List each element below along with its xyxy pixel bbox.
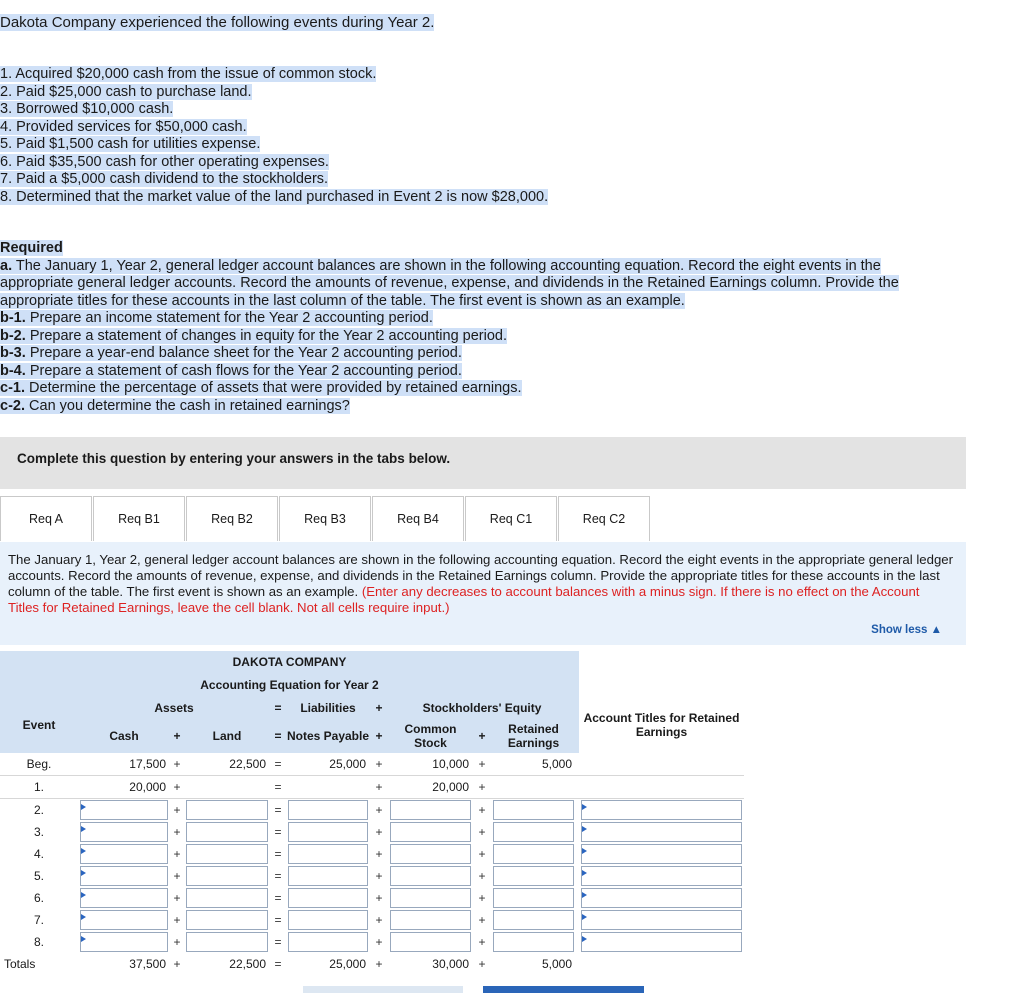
- event-item: 8. Determined that the market value of the land purchased in Event 2 is now $28,000.: [0, 188, 549, 205]
- account-title-input[interactable]: [581, 822, 742, 842]
- cash-input[interactable]: [80, 800, 168, 820]
- table-row: 2. + = + +: [0, 799, 744, 822]
- tab-req-c1[interactable]: Req C1: [465, 496, 557, 541]
- totals-row: Totals 37,500 + 22,500 = 25,000 + 30,000 + 5,000: [4, 957, 572, 971]
- required-item: b-4. Prepare a statement of cash flows for the Year 2 accounting period.: [0, 362, 462, 379]
- land-input[interactable]: [186, 800, 268, 820]
- table-row: 6. + = + +: [0, 887, 744, 909]
- common-stock-input[interactable]: [390, 888, 471, 908]
- retained-earnings-input[interactable]: [493, 800, 574, 820]
- retained-earnings-input[interactable]: [493, 910, 574, 930]
- retained-earnings-input[interactable]: [493, 866, 574, 886]
- account-title-input[interactable]: [581, 866, 742, 886]
- tab-bar: [0, 496, 651, 542]
- required-item: b-2. Prepare a statement of changes in equity for the Year 2 accounting period.: [0, 327, 508, 344]
- cash-header: Cash: [78, 719, 170, 753]
- table-row: 7. + = + +: [0, 909, 744, 931]
- cash-input[interactable]: [80, 822, 168, 842]
- account-title-input[interactable]: [581, 932, 742, 952]
- equity-header: Stockholders' Equity: [388, 697, 576, 719]
- event-item: 6. Paid $35,500 cash for other operating expenses.: [0, 153, 329, 170]
- event-header: Event: [0, 697, 78, 753]
- notes-payable-header: Notes Payable: [286, 719, 370, 753]
- tab-req-a[interactable]: Req A: [0, 496, 92, 541]
- common-stock-input[interactable]: [390, 866, 471, 886]
- required-section: Required a. The January 1, Year 2, general ledger account balances are shown in the following accounting equation. Record the eight events in the appropriate general ledger accounts. Record the amounts of revenue, expense, and dividends in the Retained Earnings column. Provide the appropriate titles for these accounts in the last column of the table. The first event is shown as an example. b-1. Prepare an income statement for the Year 2 accounting period. b-2. Prepare a statement of changes in equity for the Year 2 accounting period. b-3. Prepare a year-end balance sheet for the Year 2 accounting period. b-4. Prepare a statement of cash flows for the Year 2 accounting period. c-1. Determine the percentage of assets that were provided by retained earnings. c-2. Can you determine the cash in retained earnings?: [0, 240, 910, 415]
- event-item: 7. Paid a $5,000 cash dividend to the stockholders.: [0, 171, 329, 187]
- retained-earnings-input[interactable]: [493, 888, 574, 908]
- tab-req-b4[interactable]: Req B4: [372, 496, 464, 541]
- retained-earnings-input[interactable]: [493, 822, 574, 842]
- common-stock-header: Common Stock: [388, 719, 473, 753]
- land-header: Land: [184, 719, 270, 753]
- event-list: [0, 66, 548, 206]
- notes-payable-input[interactable]: [288, 800, 368, 820]
- table-row: 5. + = + +: [0, 865, 744, 887]
- common-stock-input[interactable]: [390, 910, 471, 930]
- required-item: b-3. Prepare a year-end balance sheet for the Year 2 accounting period.: [0, 345, 462, 361]
- common-stock-input[interactable]: [390, 822, 471, 842]
- required-item: b-1. Prepare an income statement for the Year 2 accounting period.: [0, 310, 433, 326]
- required-item: c-1. Determine the percentage of assets that were provided by retained earnings.: [0, 380, 522, 396]
- company-name: DAKOTA COMPANY: [0, 651, 579, 673]
- retained-earnings-input[interactable]: [493, 844, 574, 864]
- notes-payable-input[interactable]: [288, 910, 368, 930]
- cash-input[interactable]: [80, 844, 168, 864]
- event-item: 3. Borrowed $10,000 cash.: [0, 101, 174, 117]
- notes-payable-input[interactable]: [288, 866, 368, 886]
- accounting-equation-table: DAKOTA COMPANY Accounting Equation for Year 2 Event Assets = Liabilities + Stockholders' Equity Account Titles for Retained Earnings Cash + Land = Notes Payable + Common Stock + Retained Earnings Beg. 17,500 + 22,500 = 25,000 + 10,000 + 5,000 1. 20,000 + = + 20,000 + 2. + = + + 3. + = + + 4. + = + + 5. + = + + 6. + = + + 7. + = + + 8. + = + + Totals 37,500 + 22,500 = 25,000 + 30,000 + 5,000: [0, 651, 744, 975]
- table-row: Beg. 17,500 + 22,500 = 25,000 + 10,000 + 5,000: [0, 753, 744, 776]
- table-row: 4. + = + +: [0, 843, 744, 865]
- account-title-input[interactable]: [581, 910, 742, 930]
- show-less-link[interactable]: Show less ▲: [871, 624, 942, 636]
- liabilities-header: Liabilities: [286, 697, 370, 719]
- notes-payable-input[interactable]: [288, 888, 368, 908]
- land-input[interactable]: [186, 888, 268, 908]
- notes-payable-input[interactable]: [288, 932, 368, 952]
- tab-req-b1[interactable]: Req B1: [93, 496, 185, 541]
- common-stock-input[interactable]: [390, 800, 471, 820]
- tab-req-c2[interactable]: Req C2: [558, 496, 650, 541]
- land-input[interactable]: [186, 844, 268, 864]
- notes-payable-input[interactable]: [288, 822, 368, 842]
- prev-button[interactable]: [303, 986, 463, 993]
- notes-payable-input[interactable]: [288, 844, 368, 864]
- land-input[interactable]: [186, 822, 268, 842]
- table-row: 8. + = + +: [0, 931, 744, 953]
- required-item: c-2. Can you determine the cash in retained earnings?: [0, 397, 350, 414]
- table-subtitle: Accounting Equation for Year 2: [0, 673, 579, 697]
- common-stock-input[interactable]: [390, 844, 471, 864]
- account-title-input[interactable]: [581, 888, 742, 908]
- retained-earnings-input[interactable]: [493, 932, 574, 952]
- land-input[interactable]: [186, 932, 268, 952]
- event-item: 4. Provided services for $50,000 cash.: [0, 118, 247, 135]
- retained-earnings-header: Retained Earnings: [491, 719, 576, 753]
- account-titles-header: Account Titles for Retained Earnings: [579, 697, 744, 753]
- triangle-up-icon: ▲: [930, 624, 942, 636]
- instructions-panel: [0, 542, 966, 645]
- table-row: 1. 20,000 + = + 20,000 +: [0, 776, 744, 799]
- account-title-input[interactable]: [581, 844, 742, 864]
- tab-req-b2[interactable]: Req B2: [186, 496, 278, 541]
- common-stock-input[interactable]: [390, 932, 471, 952]
- required-heading: Required: [0, 240, 63, 256]
- instructions-banner: Complete this question by entering your answers in the tabs below.: [0, 437, 966, 489]
- land-input[interactable]: [186, 910, 268, 930]
- table-row: 3. + = + +: [0, 821, 744, 843]
- intro-text: Dakota Company experienced the following events during Year 2.: [0, 14, 435, 31]
- tab-req-b3[interactable]: Req B3: [279, 496, 371, 541]
- event-item: 5. Paid $1,500 cash for utilities expense.: [0, 136, 261, 152]
- cash-input[interactable]: [80, 910, 168, 930]
- cash-input[interactable]: [80, 888, 168, 908]
- panel-text: The January 1, Year 2, general ledger account balances are shown in the following accounting equation. Record the eight events in the appropriate general ledger accounts. Record the amounts of revenue, expense, and dividends in the Retained Earnings column. Provide the appropriate titles for these accounts in the last column of the table. The first event is shown as an example. (Enter any decreases to account balances with a minus sign. If there is no effect on the Account Titles for Retained Earnings, leave the cell blank. Not all cells require input.): [8, 552, 954, 615]
- account-title-input[interactable]: [581, 800, 742, 820]
- cash-input[interactable]: [80, 866, 168, 886]
- assets-header: Assets: [78, 697, 270, 719]
- event-item: 2. Paid $25,000 cash to purchase land.: [0, 83, 252, 100]
- cash-input[interactable]: [80, 932, 168, 952]
- land-input[interactable]: [186, 866, 268, 886]
- event-item: 1. Acquired $20,000 cash from the issue of common stock.: [0, 66, 377, 82]
- next-button[interactable]: [483, 986, 644, 993]
